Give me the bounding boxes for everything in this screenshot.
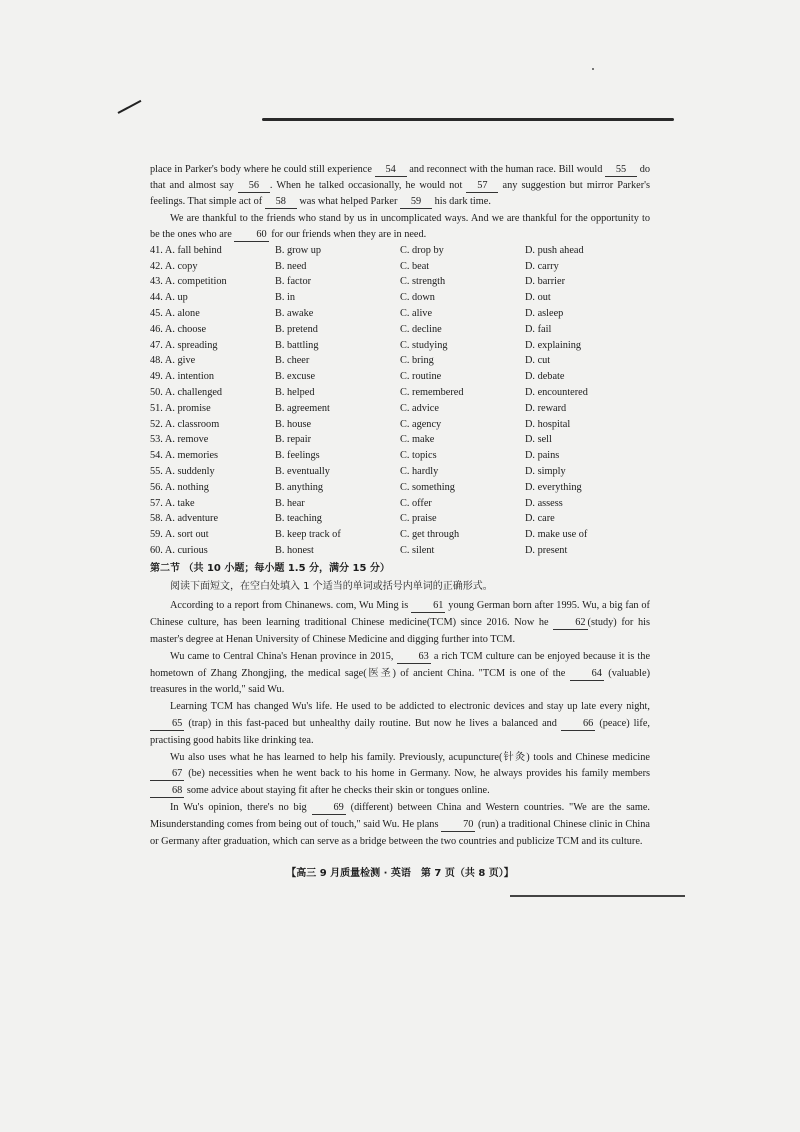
option-b: B. feelings <box>275 450 320 462</box>
option-c: C. down <box>400 292 435 304</box>
option-d: D. care <box>525 513 555 525</box>
option-row <box>150 275 650 291</box>
blank-57: 57 <box>466 180 498 193</box>
option-b: B. battling <box>275 339 319 351</box>
option-d: D. asleep <box>525 308 564 319</box>
option-b: B. repair <box>275 434 312 446</box>
option-a: 49. A. intention <box>150 371 215 383</box>
blank-69: 69 <box>312 802 346 815</box>
blank-54: 54 <box>375 164 407 177</box>
option-row <box>150 433 650 449</box>
option-a: 53. A. remove <box>150 434 209 446</box>
option-row <box>150 385 650 401</box>
option-a: 41. A. fall behind <box>150 244 222 256</box>
option-a: 54. A. memories <box>150 450 219 462</box>
blank-56: 56 <box>238 180 270 193</box>
option-c: C. beat <box>400 260 430 272</box>
option-row <box>150 290 650 306</box>
top-rule-line <box>262 118 674 121</box>
exam-content <box>150 162 650 850</box>
option-row <box>150 480 650 496</box>
option-row <box>150 512 650 528</box>
option-d: D. barrier <box>525 276 566 288</box>
option-a: 50. A. challenged <box>150 386 223 398</box>
option-row <box>150 464 650 480</box>
option-row <box>150 448 650 464</box>
option-d: D. assess <box>525 497 563 509</box>
option-c: C. routine <box>400 371 442 383</box>
option-c: C. silent <box>400 544 435 556</box>
blank-58: 58 <box>265 196 297 209</box>
option-a: 48. A. give <box>150 355 196 367</box>
blank-66: 66 <box>561 718 595 731</box>
option-b: B. cheer <box>275 355 310 367</box>
option-a: 43. A. competition <box>150 276 227 288</box>
option-a: 56. A. nothing <box>150 481 209 493</box>
grammar-paragraph-1: According to a report from Chinanews. com, Wu Ming is 61 young German born after 1995. Wu, a big fan of Chinese culture, has been learning traditional Chinese medicine(TCM) since 2016. Now he 62 (study) for his master's degree at Henan University of Chinese Medicine and digging further into TCM. <box>150 600 650 645</box>
option-b: B. in <box>275 292 296 304</box>
option-c: C. agency <box>400 418 442 430</box>
grammar-paragraph-2: Wu came to Central China's Henan province in 2015, 63 a rich TCM culture can be enjoyed because it is the hometown of Zhang Zhongjing, the medical sage(医圣) of ancient China. "TCM is one of the 64 (valuable) treasures in the world," said Wu. <box>150 650 651 696</box>
blank-55: 55 <box>605 164 637 177</box>
option-d: D. cut <box>525 355 551 367</box>
option-d: D. fail <box>525 323 552 335</box>
grammar-paragraph-5: In Wu's opinion, there's no big 69 (different) between China and Western countries. "We are the same. Misunderstanding comes from being out of touch," said Wu. He plans 70 (run) a traditional Chinese clinic in China or Germany after graduation, which can serve as a bridge between the two countries and publicize TCM and its culture. <box>150 801 650 847</box>
blank-65: 65 <box>150 718 184 731</box>
blank-60: 60 <box>234 229 268 242</box>
option-c: C. remembered <box>400 386 464 398</box>
option-c: C. get through <box>400 529 460 541</box>
option-d: D. make use of <box>525 529 588 541</box>
option-b: B. helped <box>275 386 315 398</box>
option-c: C. offer <box>400 497 432 509</box>
option-a: 47. A. spreading <box>150 339 218 351</box>
option-a: 58. A. adventure <box>150 513 219 525</box>
option-c: C. drop by <box>400 244 444 256</box>
scan-speck <box>592 68 594 70</box>
option-c: C. advice <box>400 402 439 414</box>
page-footer: 【高三 9 月质量检测 · 英语 第 7 页（共 8 页）】 <box>286 868 514 879</box>
option-a: 59. A. sort out <box>150 529 209 541</box>
option-row <box>150 243 650 259</box>
option-d: D. present <box>525 544 568 556</box>
blank-64: 64 <box>570 668 604 681</box>
option-b: B. excuse <box>275 371 316 383</box>
option-b: B. eventually <box>275 465 330 477</box>
option-row <box>150 259 650 275</box>
option-c: C. bring <box>400 355 434 367</box>
option-row <box>150 496 650 512</box>
blank-68: 68 <box>150 785 184 798</box>
option-c: C. alive <box>400 308 433 319</box>
option-c: C. strength <box>400 276 446 288</box>
option-a: 42. A. copy <box>150 260 198 272</box>
grammar-paragraph-3: Learning TCM has changed Wu's life. He used to be addicted to electronic devices and stay up late every night, 65 (trap) in this fast-paced but unhealthy daily routine. But now he lives a balanced and 66 (peace) life, practising good habits like drinking tea. <box>150 701 650 746</box>
option-b: B. factor <box>275 276 312 288</box>
option-d: D. debate <box>525 371 565 383</box>
option-b: B. need <box>275 260 307 272</box>
option-c: C. decline <box>400 323 442 335</box>
option-b: B. pretend <box>275 323 318 335</box>
option-row <box>150 338 650 354</box>
option-a: 55. A. suddenly <box>150 465 215 477</box>
options-table <box>150 243 650 559</box>
option-d: D. encountered <box>525 386 588 398</box>
option-a: 52. A. classroom <box>150 418 220 430</box>
option-c: C. hardly <box>400 465 439 477</box>
option-row <box>150 369 650 385</box>
option-d: D. explaining <box>525 339 582 351</box>
option-a: 45. A. alone <box>150 308 200 319</box>
option-a: 44. A. up <box>150 292 188 304</box>
option-d: D. everything <box>525 481 582 493</box>
section-2-heading: 第二节 （共 10 小题；每小题 1.5 分，满分 15 分） <box>150 562 390 574</box>
option-d: D. carry <box>525 260 559 272</box>
blank-61: 61 <box>411 600 445 613</box>
section-2-instruction: 阅读下面短文，在空白处填入 1 个适当的单词或括号内单词的正确形式。 <box>170 581 493 593</box>
option-b: B. grow up <box>275 244 322 256</box>
option-row <box>150 527 650 543</box>
option-a: 57. A. take <box>150 497 195 509</box>
option-d: D. simply <box>525 465 566 477</box>
grammar-paragraph-4: Wu also uses what he has learned to help his family. Previously, acupuncture(针灸) tools and Chinese medicine 67 (be) necessities when he went back to his home in Germany. Now, he always provides his family members 68 some advice about staying fit after he checks their skin or tongues online. <box>150 750 650 800</box>
cloze-paragraph-1: place in Parker's body where he could still experience 54 and reconnect with the human race. Bill would 55 do that and almost say 56 . When he talked occasionally, he would not 57 any suggestion but mirror Parker's feelings. That simple act of 58 was what helped Parker 59 his dark time. <box>150 164 650 208</box>
option-c: C. praise <box>400 513 437 525</box>
option-d: D. sell <box>525 434 552 446</box>
option-row <box>150 322 650 338</box>
cloze-paragraph-2: We are thankful to the friends who stand by us in uncomplicated ways. And we are thankful for the opportunity to be the ones who are 60 for our friends when they are in need. <box>150 212 650 240</box>
option-b: B. teaching <box>275 513 322 525</box>
option-b: B. agreement <box>275 402 330 414</box>
option-b: B. keep track of <box>275 529 341 541</box>
blank-67: 67 <box>150 768 184 781</box>
option-row <box>150 543 650 559</box>
option-row <box>150 354 650 370</box>
pen-mark <box>118 100 142 114</box>
option-b: B. house <box>275 418 312 430</box>
option-c: C. studying <box>400 339 448 351</box>
blank-70: 70 <box>441 819 475 832</box>
option-b: B. awake <box>275 308 314 319</box>
option-a: 51. A. promise <box>150 402 211 414</box>
option-d: D. hospital <box>525 418 571 430</box>
option-d: D. reward <box>525 402 567 414</box>
option-c: C. topics <box>400 450 437 462</box>
option-row <box>150 306 650 322</box>
option-b: B. hear <box>275 497 305 509</box>
option-d: D. push ahead <box>525 244 584 256</box>
option-a: 60. A. curious <box>150 544 208 556</box>
option-row <box>150 417 650 433</box>
option-c: C. make <box>400 434 435 446</box>
blank-62: 62 <box>553 617 587 630</box>
option-a: 46. A. choose <box>150 323 207 335</box>
option-c: C. something <box>400 481 455 493</box>
option-d: D. out <box>525 292 551 304</box>
option-d: D. pains <box>525 450 560 462</box>
option-b: B. honest <box>275 544 314 556</box>
bottom-rule-line <box>510 895 685 897</box>
blank-63: 63 <box>397 651 431 664</box>
option-row <box>150 401 650 417</box>
blank-59: 59 <box>400 196 432 209</box>
option-b: B. anything <box>275 481 324 493</box>
